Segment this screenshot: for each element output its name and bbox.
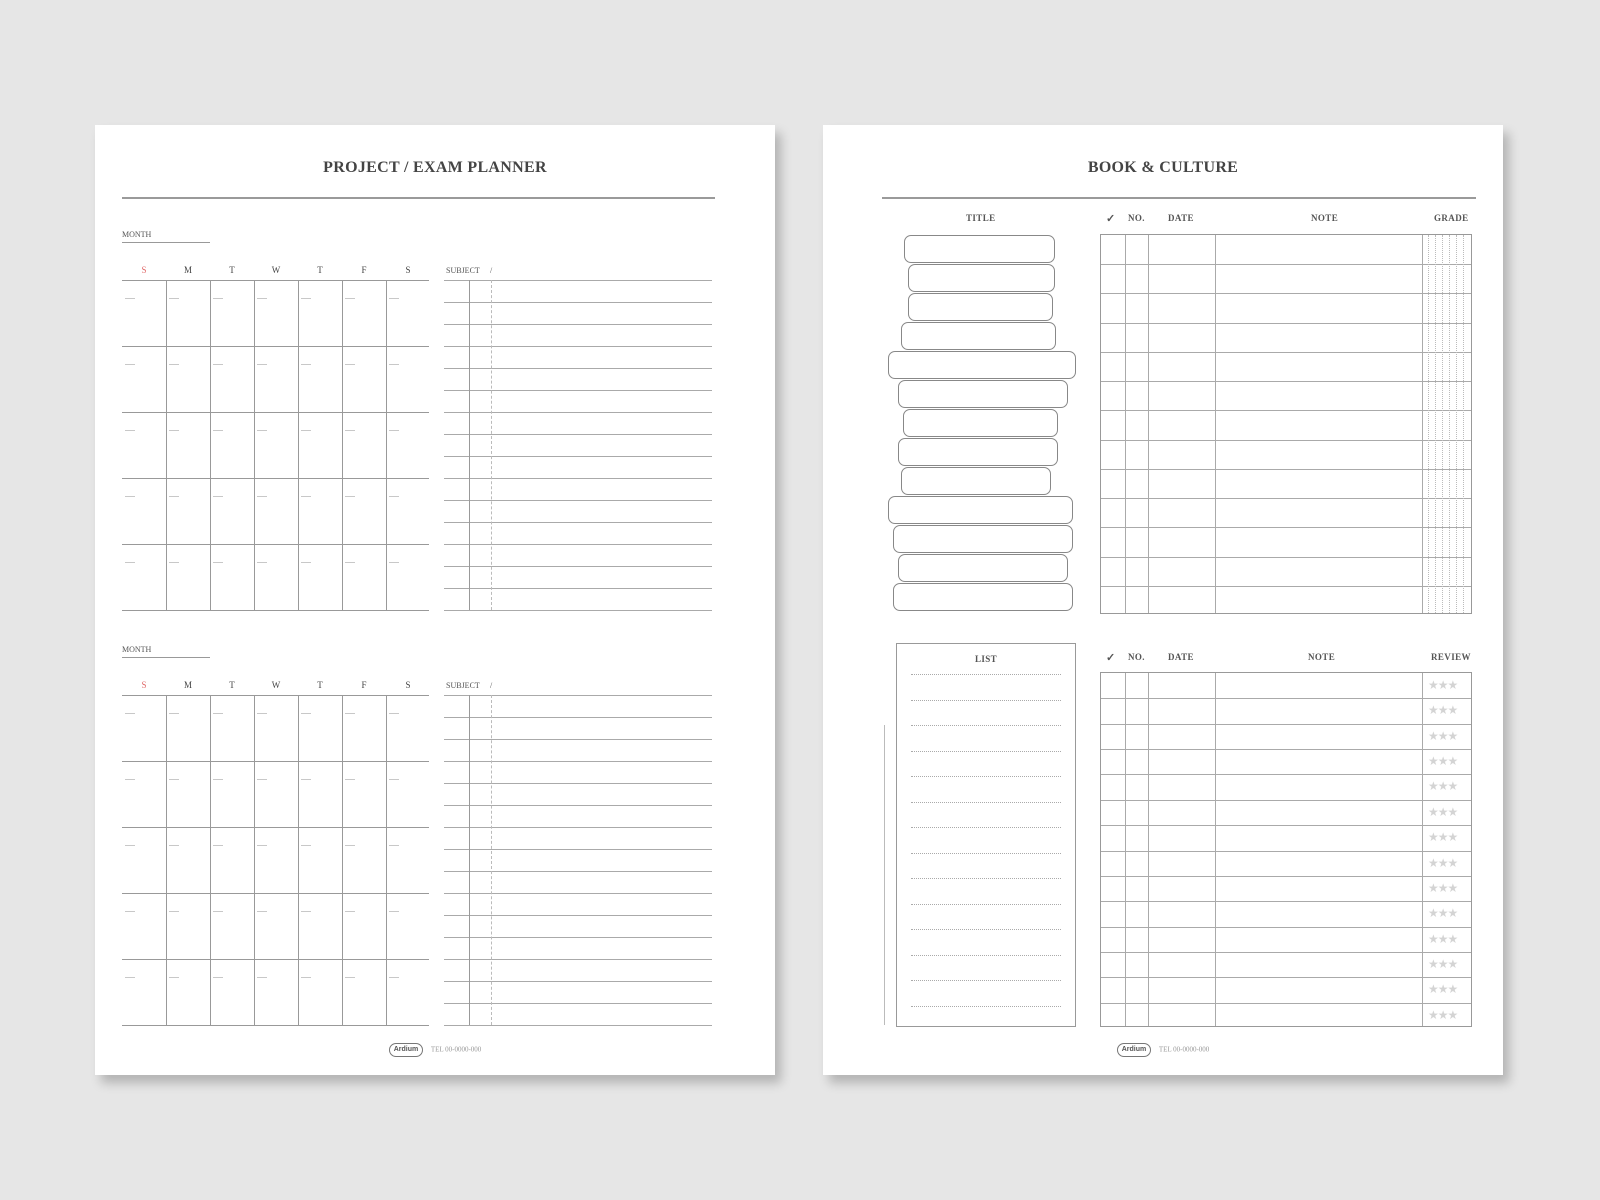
calendar-grid — [122, 695, 429, 1025]
table-row-line — [1101, 410, 1471, 411]
subject-col-line — [469, 280, 470, 610]
subject-col-line — [469, 695, 470, 1025]
grade-dotted-line — [1435, 235, 1436, 613]
title-rule — [122, 197, 715, 199]
subject-row-line — [444, 827, 712, 828]
grid-col-line — [342, 280, 343, 610]
grid-row-line — [122, 959, 429, 960]
grid-col-line — [298, 280, 299, 610]
subject-row-line — [444, 893, 712, 894]
table-row-line — [1101, 1003, 1471, 1004]
date-dash — [169, 713, 179, 714]
subject-row-line — [444, 324, 712, 325]
table-row-line — [1101, 264, 1471, 265]
table-col-line — [1422, 673, 1423, 1026]
subject-row-line — [444, 346, 712, 347]
grid-col-line — [342, 695, 343, 1025]
subject-list — [444, 695, 712, 1025]
table-row-line — [1101, 774, 1471, 775]
book-spine — [903, 409, 1058, 437]
date-dash — [125, 845, 135, 846]
date-dash — [345, 779, 355, 780]
date-dash — [389, 911, 399, 912]
day-header: T — [317, 680, 323, 690]
book-spine — [901, 322, 1056, 350]
subject-row-line — [444, 500, 712, 501]
subject-label: SUBJECT — [446, 681, 480, 690]
grid-row-line — [122, 280, 429, 281]
day-header: F — [361, 680, 367, 690]
day-header: S — [405, 265, 411, 275]
subject-dashed-line — [491, 695, 492, 1025]
date-dash — [213, 496, 223, 497]
date-dash — [125, 496, 135, 497]
page-title: PROJECT / EXAM PLANNER — [323, 159, 547, 176]
brand-logo: Ardium — [1117, 1043, 1152, 1057]
book-log-table — [1100, 234, 1472, 614]
review-table — [1100, 672, 1472, 1027]
table-row-line — [1101, 876, 1471, 877]
table-col-line — [1148, 673, 1149, 1026]
note-header: NOTE — [1311, 213, 1339, 223]
subject-row-line — [444, 761, 712, 762]
table-col-line — [1215, 673, 1216, 1026]
grid-row-line — [122, 893, 429, 894]
subject-row-line — [444, 717, 712, 718]
table-row-line — [1101, 381, 1471, 382]
day-header: S — [141, 265, 147, 275]
subject-slash: / — [490, 266, 493, 275]
page-footer — [95, 1043, 775, 1057]
date-dash — [345, 845, 355, 846]
date-dash — [125, 364, 135, 365]
date-dash — [125, 298, 135, 299]
list-dotted-line — [911, 674, 1061, 675]
date-dash — [345, 496, 355, 497]
review-stars: ★★★ — [1428, 754, 1458, 768]
table-col-line — [1125, 235, 1126, 613]
list-dotted-line — [911, 878, 1061, 879]
subject-row-line — [444, 412, 712, 413]
list-dotted-line — [911, 751, 1061, 752]
table-row-line — [1101, 927, 1471, 928]
month-underline — [122, 242, 210, 243]
list-dotted-line — [911, 827, 1061, 828]
grid-row-line — [122, 1025, 429, 1026]
date-dash — [169, 430, 179, 431]
date-dash — [169, 298, 179, 299]
date-dash — [257, 977, 267, 978]
date-dash — [125, 713, 135, 714]
date-dash — [257, 496, 267, 497]
date-dash — [125, 430, 135, 431]
grid-col-line — [210, 695, 211, 1025]
list-dotted-line — [911, 1006, 1061, 1007]
grid-col-line — [166, 280, 167, 610]
review-stars: ★★★ — [1428, 805, 1458, 819]
day-header: T — [317, 265, 323, 275]
date-dash — [257, 779, 267, 780]
date-dash — [345, 977, 355, 978]
review-header: REVIEW — [1431, 652, 1471, 662]
subject-row-line — [444, 478, 712, 479]
book-spine — [893, 525, 1073, 553]
day-header: S — [141, 680, 147, 690]
table-row-line — [1101, 498, 1471, 499]
month-underline — [122, 657, 210, 658]
list-header: LIST — [974, 654, 998, 664]
grid-col-line — [386, 280, 387, 610]
date-dash — [389, 430, 399, 431]
review-stars: ★★★ — [1428, 1008, 1458, 1022]
day-header: T — [229, 265, 235, 275]
list-dotted-line — [911, 980, 1061, 981]
table-row-line — [1101, 557, 1471, 558]
date-dash — [169, 845, 179, 846]
date-dash — [389, 364, 399, 365]
list-shadow-edge — [884, 725, 885, 1025]
date-dash — [389, 298, 399, 299]
date-dash — [257, 430, 267, 431]
date-dash — [301, 496, 311, 497]
title-rule — [882, 197, 1476, 199]
subject-label: SUBJECT — [446, 266, 480, 275]
date-dash — [345, 713, 355, 714]
date-dash — [257, 364, 267, 365]
date-dash — [213, 779, 223, 780]
grade-header: GRADE — [1434, 213, 1469, 223]
table-row-line — [1101, 352, 1471, 353]
note-header: NOTE — [1308, 652, 1336, 662]
subject-row-line — [444, 981, 712, 982]
page-footer — [823, 1043, 1503, 1057]
table-row-line — [1101, 800, 1471, 801]
subject-row-line — [444, 544, 712, 545]
table-row-line — [1101, 440, 1471, 441]
list-dotted-line — [911, 725, 1061, 726]
grade-dotted-line — [1428, 235, 1429, 613]
no-header: NO. — [1128, 652, 1145, 662]
book-spine — [898, 554, 1068, 582]
list-box — [896, 643, 1076, 1027]
subject-row-line — [444, 368, 712, 369]
date-dash — [301, 845, 311, 846]
day-header: S — [405, 680, 411, 690]
table-row-line — [1101, 825, 1471, 826]
date-dash — [125, 911, 135, 912]
review-stars: ★★★ — [1428, 957, 1458, 971]
table-col-line — [1422, 235, 1423, 613]
grid-col-line — [254, 695, 255, 1025]
day-header: M — [183, 680, 192, 690]
day-header: W — [271, 680, 281, 690]
date-dash — [125, 779, 135, 780]
subject-row-line — [444, 588, 712, 589]
book-spine — [893, 583, 1073, 611]
grid-col-line — [386, 695, 387, 1025]
table-row-line — [1101, 724, 1471, 725]
subject-row-line — [444, 566, 712, 567]
book-spine — [888, 351, 1076, 379]
table-row-line — [1101, 586, 1471, 587]
review-stars: ★★★ — [1428, 779, 1458, 793]
grid-col-line — [210, 280, 211, 610]
date-dash — [213, 562, 223, 563]
date-dash — [213, 977, 223, 978]
book-spine — [898, 438, 1058, 466]
date-dash — [213, 845, 223, 846]
date-dash — [169, 911, 179, 912]
grade-dotted-line — [1449, 235, 1450, 613]
date-dash — [301, 977, 311, 978]
table-row-line — [1101, 698, 1471, 699]
day-header: M — [183, 265, 192, 275]
grid-row-line — [122, 478, 429, 479]
date-dash — [301, 713, 311, 714]
book-spine — [888, 496, 1073, 524]
date-dash — [389, 496, 399, 497]
table-col-line — [1215, 235, 1216, 613]
subject-row-line — [444, 390, 712, 391]
grade-dotted-line — [1442, 235, 1443, 613]
check-header: ✓ — [1106, 652, 1116, 664]
date-dash — [345, 562, 355, 563]
review-stars: ★★★ — [1428, 856, 1458, 870]
date-dash — [301, 911, 311, 912]
date-dash — [213, 298, 223, 299]
subject-row-line — [444, 522, 712, 523]
list-dotted-line — [911, 776, 1061, 777]
grade-dotted-line — [1456, 235, 1457, 613]
date-dash — [169, 779, 179, 780]
table-row-line — [1101, 952, 1471, 953]
grid-row-line — [122, 412, 429, 413]
date-dash — [257, 845, 267, 846]
date-dash — [213, 364, 223, 365]
month-label: MONTH — [122, 230, 152, 239]
review-stars: ★★★ — [1428, 881, 1458, 895]
title-header: TITLE — [966, 213, 996, 223]
table-row-line — [1101, 527, 1471, 528]
date-dash — [389, 779, 399, 780]
book-spine — [901, 467, 1051, 495]
table-row-line — [1101, 901, 1471, 902]
table-row-line — [1101, 469, 1471, 470]
subject-row-line — [444, 915, 712, 916]
list-dotted-line — [911, 955, 1061, 956]
date-header: DATE — [1168, 652, 1194, 662]
subject-row-line — [444, 783, 712, 784]
book-spine — [908, 293, 1053, 321]
date-dash — [257, 298, 267, 299]
grid-row-line — [122, 695, 429, 696]
brand-logo: Ardium — [389, 1043, 424, 1057]
table-row-line — [1101, 323, 1471, 324]
review-stars: ★★★ — [1428, 729, 1458, 743]
review-stars: ★★★ — [1428, 678, 1458, 692]
subject-row-line — [444, 739, 712, 740]
subject-row-line — [444, 610, 712, 611]
subject-row-line — [444, 871, 712, 872]
date-dash — [301, 779, 311, 780]
date-dash — [169, 562, 179, 563]
date-dash — [389, 977, 399, 978]
table-row-line — [1101, 293, 1471, 294]
subject-slash: / — [490, 681, 493, 690]
table-row-line — [1101, 851, 1471, 852]
grid-col-line — [166, 695, 167, 1025]
date-dash — [389, 713, 399, 714]
date-dash — [345, 298, 355, 299]
review-stars: ★★★ — [1428, 703, 1458, 717]
subject-row-line — [444, 1003, 712, 1004]
book-spine — [908, 264, 1055, 292]
date-dash — [257, 562, 267, 563]
grid-col-line — [298, 695, 299, 1025]
calendar-grid — [122, 280, 429, 610]
table-col-line — [1125, 673, 1126, 1026]
table-col-line — [1148, 235, 1149, 613]
table-row-line — [1101, 749, 1471, 750]
grid-col-line — [254, 280, 255, 610]
book-culture-page — [823, 125, 1503, 1075]
list-dotted-line — [911, 802, 1061, 803]
date-dash — [213, 430, 223, 431]
review-stars: ★★★ — [1428, 906, 1458, 920]
grid-row-line — [122, 761, 429, 762]
subject-row-line — [444, 456, 712, 457]
grade-dotted-line — [1463, 235, 1464, 613]
date-dash — [257, 713, 267, 714]
day-header: F — [361, 265, 367, 275]
date-dash — [257, 911, 267, 912]
table-row-line — [1101, 977, 1471, 978]
subject-row-line — [444, 805, 712, 806]
day-header: T — [229, 680, 235, 690]
subject-row-line — [444, 849, 712, 850]
date-dash — [301, 298, 311, 299]
list-dotted-line — [911, 700, 1061, 701]
date-dash — [169, 496, 179, 497]
date-dash — [389, 845, 399, 846]
day-header: W — [271, 265, 281, 275]
review-stars: ★★★ — [1428, 932, 1458, 946]
project-exam-planner-page — [95, 125, 775, 1075]
grid-row-line — [122, 827, 429, 828]
date-dash — [389, 562, 399, 563]
date-dash — [345, 364, 355, 365]
grid-row-line — [122, 544, 429, 545]
footer-text: TEL 00-0000-000 — [430, 1045, 482, 1054]
subject-row-line — [444, 302, 712, 303]
date-dash — [169, 364, 179, 365]
book-spine — [904, 235, 1055, 263]
review-stars: ★★★ — [1428, 982, 1458, 996]
check-header: ✓ — [1106, 213, 1116, 225]
date-dash — [213, 713, 223, 714]
date-dash — [301, 364, 311, 365]
date-header: DATE — [1168, 213, 1194, 223]
subject-row-line — [444, 1025, 712, 1026]
date-dash — [301, 430, 311, 431]
subject-row-line — [444, 937, 712, 938]
date-dash — [301, 562, 311, 563]
review-stars: ★★★ — [1428, 830, 1458, 844]
month-label: MONTH — [122, 645, 152, 654]
no-header: NO. — [1128, 213, 1145, 223]
date-dash — [125, 977, 135, 978]
subject-list — [444, 280, 712, 610]
subject-row-line — [444, 434, 712, 435]
page-title: BOOK & CULTURE — [1087, 159, 1239, 176]
list-dotted-line — [911, 929, 1061, 930]
list-dotted-line — [911, 904, 1061, 905]
grid-row-line — [122, 610, 429, 611]
date-dash — [345, 430, 355, 431]
list-dotted-line — [911, 853, 1061, 854]
subject-dashed-line — [491, 280, 492, 610]
date-dash — [213, 911, 223, 912]
subject-row-line — [444, 280, 712, 281]
date-dash — [345, 911, 355, 912]
grid-row-line — [122, 346, 429, 347]
subject-row-line — [444, 959, 712, 960]
book-spine — [898, 380, 1068, 408]
date-dash — [169, 977, 179, 978]
subject-row-line — [444, 695, 712, 696]
footer-text: TEL 00-0000-000 — [1158, 1045, 1210, 1054]
date-dash — [125, 562, 135, 563]
